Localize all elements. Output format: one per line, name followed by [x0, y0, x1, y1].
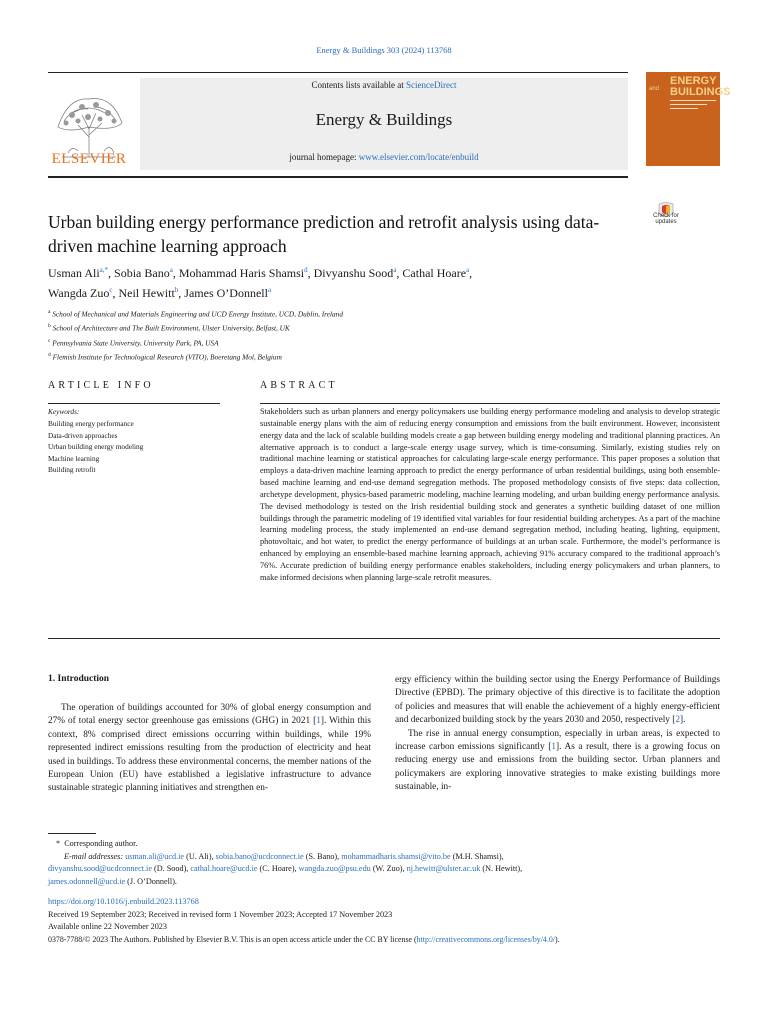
- affiliation: $^b$ School of Architecture and The Built Environment, Ulster University, Belfast, UK: [48, 323, 290, 333]
- author: Wangda Zuo$^c$,: [48, 286, 119, 300]
- publication-details: [48, 896, 728, 946]
- author: James O’Donnell$^a$: [184, 286, 272, 300]
- doi-link[interactable]: https://doi.org/10.1016/j.enbuild.2023.113768: [48, 897, 199, 906]
- abstract-text: Stakeholders such as urban planners and energy policymakers use building energy performance modeling and analysis to develop strategic sustainable energy plans with the aim of reducing energy consumption and emissions from the built environment. However, inconsistent energy data and the lack of scalable building models create a gap between building energy modeling and traditional planning practices. An alternative approach is to conduct a large-scale energy usage survey, which is time-consuming. Similarly, existing studies rely on traditional machine learning or statistical approaches for calculating large-scale energy performance. This paper proposes a solution that employs a data-driven machine learning approach to predict the energy performance of urban residential buildings, using both ensemble-based machine learning and end-use demand segregation methods. The proposed methodology consists of five steps: data collection, archetype development, physics-based parametric modeling, machine learning modeling, and urban building energy performance analysis. The devised methodology is tested on the Irish residential building stock and generates a synthetic building dataset of one million buildings through the parametric modeling of 19 identified vital variables for four residential building archetypes. As a part of the machine learning modeling process, the study implemented an end-use demand segregation method, including heating, lighting, equipment, photovoltaic, and hot water, to predict the energy performance of buildings at an urban scale. Furthermore, the model’s performance is enhanced by employing an ensemble-based machine learning approach, achieving 91% accuracy compared to the traditional approach’s 76%. Accurate prediction of building energy performance enables stakeholders, including energy policymakers and urban planners, to make informed decisions when planning large-scale retrofit measures.: [260, 407, 720, 582]
- journal-homepage: [140, 152, 628, 162]
- journal-cover-thumbnail[interactable]: [646, 72, 731, 166]
- header-bottom-rule: [48, 176, 628, 178]
- homepage-prefix: journal homepage:: [289, 152, 359, 162]
- footnote-block: [48, 838, 728, 888]
- affiliation: $^d$ Flemish Institute for Technological Research (VITO), Boeretang Mol, Belgium: [48, 352, 282, 362]
- intro-right-column: [395, 674, 720, 795]
- email-link[interactable]: nj.hewitt@ulster.ac.uk: [406, 864, 481, 873]
- keyword: Building retrofit: [48, 465, 96, 475]
- abstract-heading: ABSTRACT: [260, 380, 338, 391]
- header-top-rule: [48, 72, 628, 73]
- reference-link[interactable]: 1: [551, 742, 557, 753]
- check-updates-line1: Check for: [653, 213, 679, 219]
- check-for-updates-label[interactable]: [644, 213, 688, 225]
- footnote-rule: [48, 833, 96, 834]
- affiliation-list: [48, 306, 608, 364]
- author: Usman Ali$^{a,*}$,: [48, 266, 115, 280]
- author: Divyanshu Sood$^a$,: [313, 266, 403, 280]
- keyword: Data-driven approaches: [48, 430, 118, 440]
- author-affil-link[interactable]: d: [304, 266, 308, 274]
- license-line: 0378-7788/© 2023 The Authors. Published by Elsevier B.V. This is an open access article under the CC BY license (http://creativecommons.org/licenses/by/4.0/).: [48, 934, 560, 944]
- sciencedirect-link[interactable]: ScienceDirect: [406, 80, 457, 90]
- author: Sobia Bano$^a$,: [114, 266, 179, 280]
- author-affil-link[interactable]: a: [393, 266, 397, 274]
- abstract-bottom-rule: [48, 638, 720, 639]
- affiliation: $^a$ School of Mechanical and Materials Engineering and UCD Energy Institute, UCD, Dublin, Ireland: [48, 309, 343, 319]
- author-affil-link[interactable]: a: [267, 286, 272, 294]
- author: Neil Hewitt$^b$,: [118, 286, 185, 300]
- reference-link[interactable]: 1: [316, 716, 321, 727]
- cover-title-buildings: BUILDINGS: [670, 86, 731, 98]
- section-heading-introduction: 1. Introduction: [48, 674, 110, 684]
- corresponding-author-note: * Corresponding author.: [56, 839, 138, 848]
- homepage-link[interactable]: www.elsevier.com/locate/enbuild: [358, 152, 479, 162]
- intro-paragraph: The operation of buildings accounted for 30% of global energy consumption and 27% of total energy sector greenhouse gas emissions (GHG) in 2021 [1]. Within this context, 8% comprised direct emissions occurring within buildings, while 19% represented indirect emissions resulting from the production of electricity and heat used in buildings. To address these environmental concerns, the member nations of the European Union (EU) have established a legislative infrastructure to advance sustainable strategic planning initiatives and strengthen en-: [48, 703, 372, 794]
- article-info-heading: ARTICLE INFO: [48, 380, 154, 391]
- author-affil-link[interactable]: a: [466, 266, 470, 274]
- keyword: Machine learning: [48, 453, 100, 463]
- received-dates: Received 19 September 2023; Received in revised form 1 November 2023; Accepted 17 November 2023: [48, 909, 393, 919]
- author-affil-link[interactable]: b: [174, 286, 179, 294]
- keywords-label: Keywords:: [48, 407, 80, 416]
- reference-link[interactable]: 2: [675, 715, 681, 726]
- email-link[interactable]: mohammadharis.shamsi@vito.be: [341, 851, 451, 861]
- intro-paragraph: ergy efficiency within the building sector using the Energy Performance of Buildings Directive (EPBD). The primary objective of this directive is to facilitate the adoption of policies and measures that will enable the achievement of a highly energy-efficient and decarbonized building stock by the years 2030 and 2050, respectively [2].: [395, 675, 720, 726]
- intro-left-column: [48, 702, 371, 796]
- license-link[interactable]: http://creativecommons.org/licenses/by/4.0/: [416, 934, 555, 944]
- keyword-list: [48, 418, 228, 476]
- email-addresses: E-mail addresses: usman.ali@ucd.ie (U. Ali), sobia.bano@ucdconnect.ie (S. Bano), mohammadharis.shamsi@vito.be (M.H. Shamsi), divyanshu.sood@ucdconnect.ie (D. Sood), cathal.hoare@ucd.ie (C. Hoare), wangda.zuo@psu.edu (W. Zuo), nj.hewitt@ulster.ac.uk (N. Hewitt), james.odonnell@ucd.ie (J. O’Donnell).: [48, 851, 523, 886]
- article-title: Urban building energy performance prediction and retrofit analysis using data-driven machine learning approach: [48, 212, 600, 256]
- email-link[interactable]: usman.ali@ucd.ie: [125, 851, 185, 861]
- cover-and: and: [649, 86, 660, 92]
- keyword: Urban building energy modeling: [48, 442, 144, 452]
- elsevier-wordmark: ELSEVIER: [51, 151, 127, 167]
- article-info-rule: [48, 403, 220, 404]
- email-link[interactable]: divyanshu.sood@ucdconnect.ie: [48, 864, 152, 873]
- abstract-rule: [260, 403, 720, 404]
- author-affil-link[interactable]: a,*: [99, 266, 109, 274]
- contents-line: [140, 80, 628, 90]
- email-link[interactable]: sobia.bano@ucdconnect.ie: [215, 851, 304, 861]
- available-online: Available online 22 November 2023: [48, 922, 167, 931]
- journal-title: Energy & Buildings: [315, 110, 453, 129]
- intro-paragraph: The rise in annual energy consumption, especially in urban areas, is expected to increase carbon emissions significantly [1]. As a result, there is a growing focus on reducing energy use and emissions from the building sector. Urban planners and policymakers are exploring innovative strategies to make existing buildings more sustainable, in-: [395, 728, 720, 793]
- author: Cathal Hoare$^a$,: [402, 266, 473, 280]
- author-affil-link[interactable]: c: [109, 286, 113, 294]
- keyword: Building energy performance: [48, 419, 134, 428]
- cover-title-energy: ENERGY: [670, 75, 717, 87]
- author-affil-link[interactable]: a: [169, 266, 173, 274]
- author: Mohammad Haris Shamsi$^d$,: [178, 266, 314, 280]
- cover-subtitle-lines: [670, 100, 716, 109]
- contents-prefix: Contents lists available at: [311, 80, 406, 90]
- journal-citation[interactable]: Energy & Buildings 303 (2024) 113768: [316, 45, 452, 55]
- check-updates-line2: updates: [655, 219, 677, 225]
- affiliation: $^c$ Pennsylvania State University, University Park, PA, USA: [48, 337, 219, 348]
- email-link[interactable]: cathal.hoare@ucd.ie: [190, 864, 258, 873]
- author-list: [48, 262, 608, 302]
- email-link[interactable]: wangda.zuo@psu.edu: [298, 864, 371, 873]
- email-link[interactable]: james.odonnell@ucd.ie: [48, 876, 126, 886]
